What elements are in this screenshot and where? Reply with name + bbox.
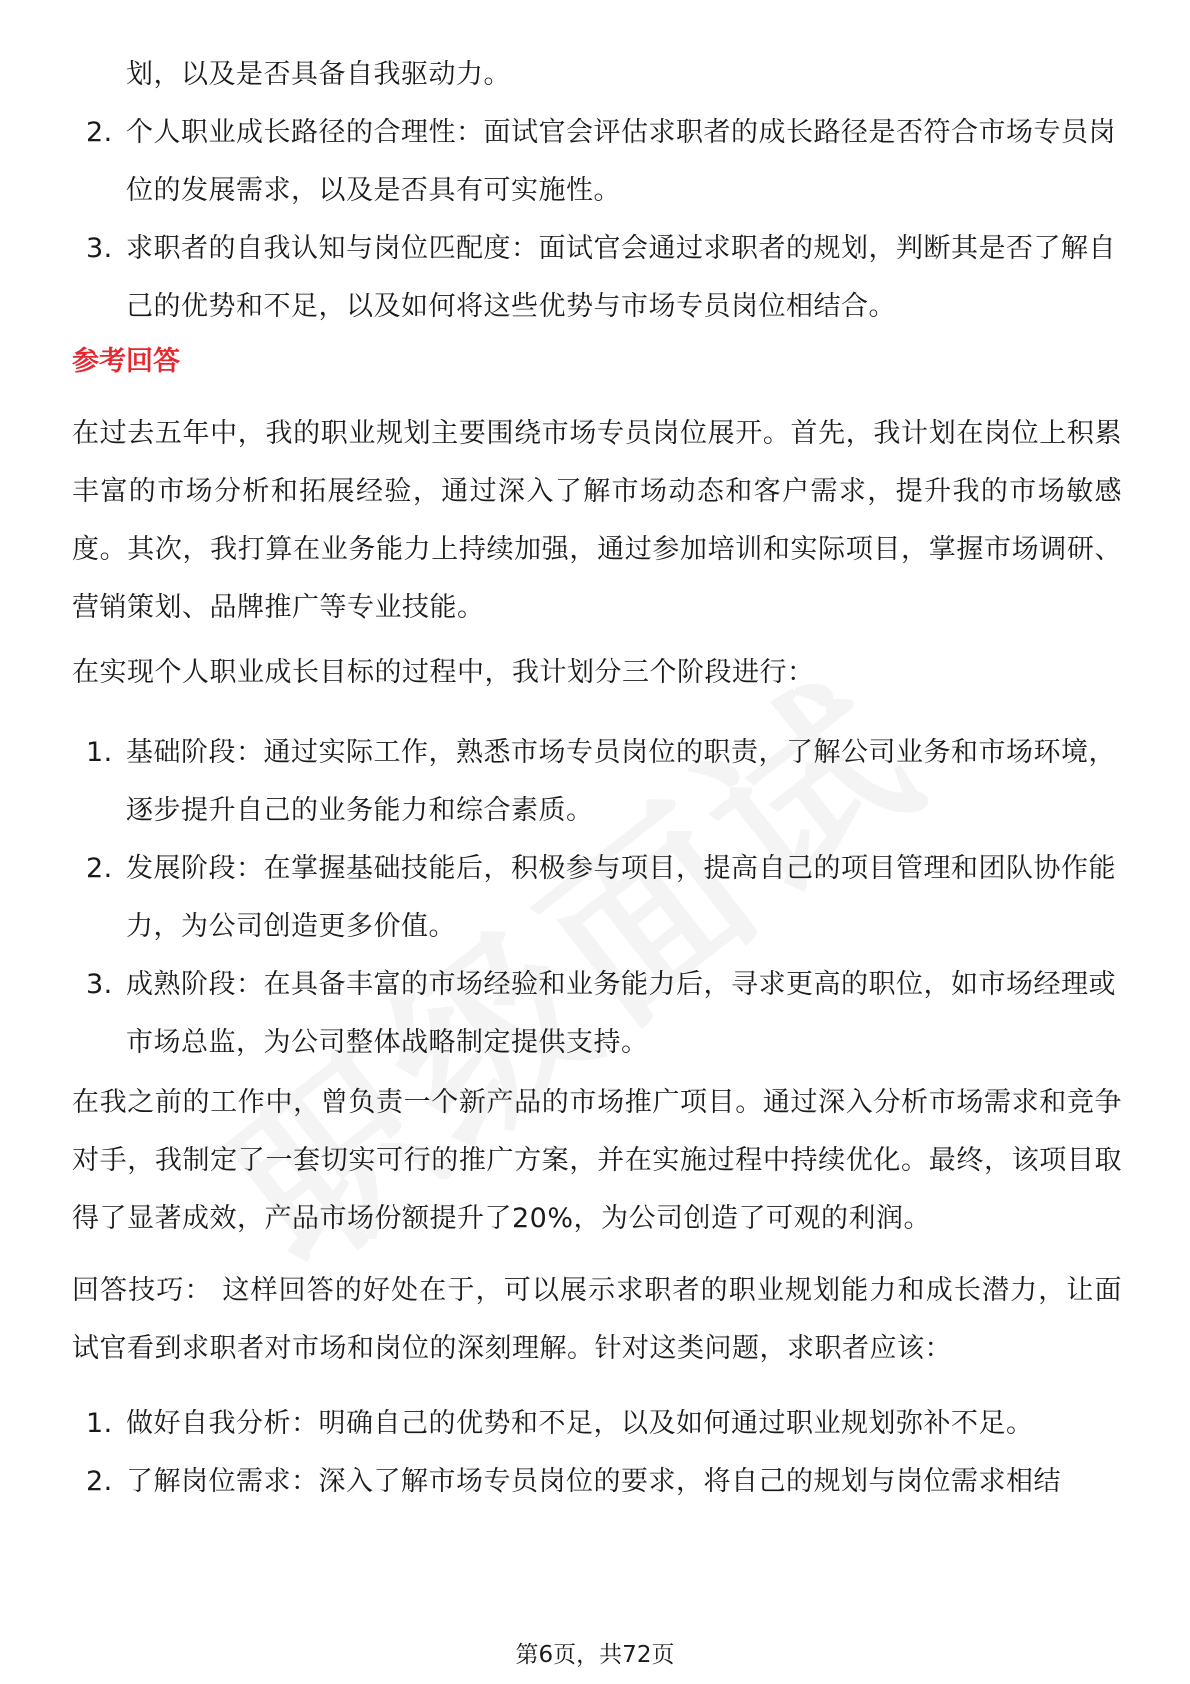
answer-paragraph-3: 在我之前的工作中，曾负责一个新产品的市场推广项目。通过深入分析市场需求和竞争对手，我制定了一套切实可行的推广方案，并在实施过程中持续优化。最终，该项目取得了显著成效，产品市场份额提升了20%，为公司创造了可观的利润。 [72, 1087, 1122, 1234]
evaluation-points-list [72, 46, 1122, 336]
list-item [72, 1453, 1122, 1511]
list-item [72, 956, 1122, 1072]
list-number: 1. [86, 1408, 113, 1439]
list-item [72, 840, 1122, 956]
answer-paragraph-1: 在过去五年中，我的职业规划主要围绕市场专员岗位展开。首先，我计划在岗位上积累丰富的市场分析和拓展经验，通过深入了解市场动态和客户需求，提升我的市场敏感度。其次，我打算在业务能力上持续加强，通过参加培训和实际项目，掌握市场调研、营销策划、品牌推广等专业技能。 [72, 418, 1122, 623]
list-number: 2. [86, 117, 113, 148]
list-item-text: 做好自我分析：明确自己的优势和不足，以及如何通过职业规划弥补不足。 [126, 1408, 1034, 1439]
tips-list [72, 1395, 1122, 1511]
list-number: 3. [86, 233, 113, 264]
list-item-text: 求职者的自我认知与岗位匹配度：面试官会通过求职者的规划，判断其是否了解自己的优势和不足，以及如何将这些优势与市场专员岗位相结合。 [126, 233, 1116, 322]
list-item-continuation: 划，以及是否具备自我驱动力。 [126, 59, 511, 90]
list-item [72, 1395, 1122, 1453]
list-item-text: 了解岗位需求：深入了解市场专员岗位的要求，将自己的规划与岗位需求相结 [126, 1466, 1061, 1497]
list-number: 1. [86, 737, 113, 768]
list-item-text: 发展阶段：在掌握基础技能后，积极参与项目，提高自己的项目管理和团队协作能力，为公司创造更多价值。 [126, 853, 1116, 942]
list-item [72, 724, 1122, 840]
section-heading: 参考回答 [72, 346, 180, 377]
page-footer: 第6页，共72页 [515, 1642, 675, 1668]
answer-tips-paragraph: 回答技巧： 这样回答的好处在于，可以展示求职者的职业规划能力和成长潜力，让面试官看到求职者对市场和岗位的深刻理解。针对这类问题，求职者应该： [72, 1275, 1122, 1364]
list-item-text: 基础阶段：通过实际工作，熟悉市场专员岗位的职责，了解公司业务和市场环境，逐步提升自己的业务能力和综合素质。 [126, 737, 1116, 826]
stages-list [72, 724, 1122, 1072]
list-number: 3. [86, 969, 113, 1000]
list-number: 2. [86, 1466, 113, 1497]
list-item-text: 个人职业成长路径的合理性：面试官会评估求职者的成长路径是否符合市场专员岗位的发展需求，以及是否具有可实施性。 [126, 117, 1116, 206]
answer-paragraph-2: 在实现个人职业成长目标的过程中，我计划分三个阶段进行： [72, 657, 815, 688]
list-item [72, 220, 1122, 336]
list-item [72, 104, 1122, 220]
list-number: 2. [86, 853, 113, 884]
list-item-text: 成熟阶段：在具备丰富的市场经验和业务能力后，寻求更高的职位，如市场经理或市场总监，为公司整体战略制定提供支持。 [126, 969, 1116, 1058]
